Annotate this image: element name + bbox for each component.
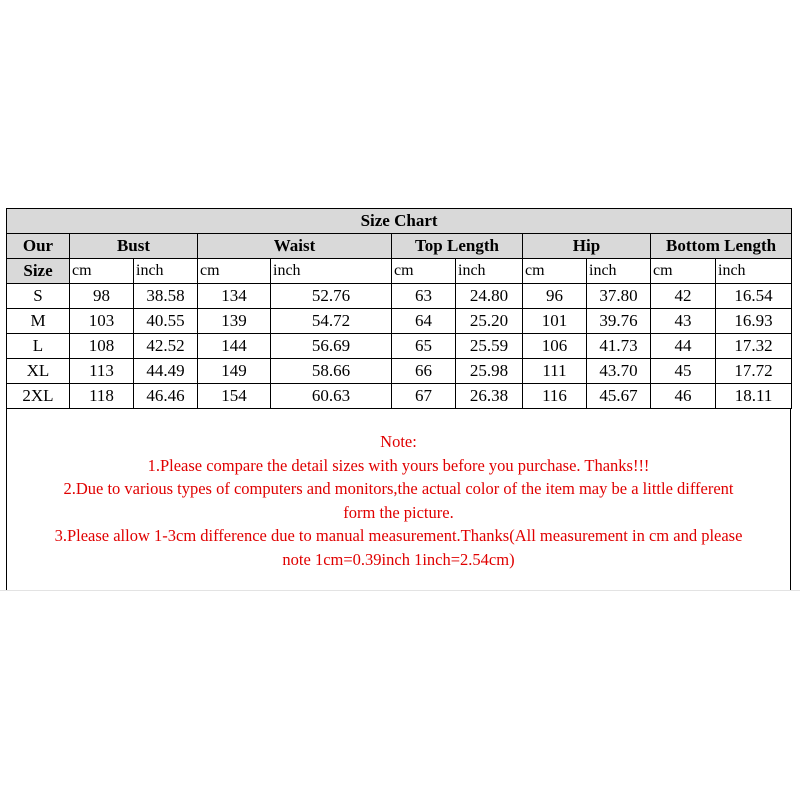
unit-inch: inch xyxy=(587,259,651,284)
group-header-row xyxy=(7,234,792,259)
measurement-cell: 40.55 xyxy=(134,309,198,334)
note-line: 2.Due to various types of computers and monitors,the actual color of the item may be a little different xyxy=(63,479,734,498)
measurement-cell: 45 xyxy=(651,359,716,384)
unit-inch: inch xyxy=(456,259,523,284)
divider xyxy=(0,590,800,591)
size-cell: S xyxy=(7,284,70,309)
measurement-cell: 63 xyxy=(392,284,456,309)
measurement-cell: 44 xyxy=(651,334,716,359)
measurement-cell: 118 xyxy=(70,384,134,409)
table-row xyxy=(7,384,792,409)
measurement-cell: 58.66 xyxy=(271,359,392,384)
measurement-cell: 134 xyxy=(198,284,271,309)
measurement-cell: 64 xyxy=(392,309,456,334)
measurement-cell: 65 xyxy=(392,334,456,359)
measurement-cell: 98 xyxy=(70,284,134,309)
measurement-cell: 54.72 xyxy=(271,309,392,334)
measurement-cell: 144 xyxy=(198,334,271,359)
measurement-cell: 17.72 xyxy=(716,359,792,384)
measurement-cell: 37.80 xyxy=(587,284,651,309)
measurement-cell: 42 xyxy=(651,284,716,309)
measurement-cell: 41.73 xyxy=(587,334,651,359)
measurement-cell: 42.52 xyxy=(134,334,198,359)
measurement-cell: 111 xyxy=(523,359,587,384)
note-heading: Note: xyxy=(380,432,417,451)
measurement-cell: 67 xyxy=(392,384,456,409)
measurement-cell: 24.80 xyxy=(456,284,523,309)
unit-header-row xyxy=(7,259,792,284)
measurement-cell: 39.76 xyxy=(587,309,651,334)
top-length-header: Top Length xyxy=(392,234,523,259)
hip-header: Hip xyxy=(523,234,651,259)
notes-box xyxy=(6,409,791,591)
unit-inch: inch xyxy=(271,259,392,284)
measurement-cell: 43.70 xyxy=(587,359,651,384)
measurement-cell: 60.63 xyxy=(271,384,392,409)
measurement-cell: 56.69 xyxy=(271,334,392,359)
our-header: Our xyxy=(7,234,70,259)
measurement-cell: 25.20 xyxy=(456,309,523,334)
measurement-cell: 16.93 xyxy=(716,309,792,334)
measurement-cell: 46.46 xyxy=(134,384,198,409)
size-cell: XL xyxy=(7,359,70,384)
size-table xyxy=(6,208,792,409)
measurement-cell: 18.11 xyxy=(716,384,792,409)
measurement-cell: 154 xyxy=(198,384,271,409)
table-title: Size Chart xyxy=(7,209,792,234)
measurement-cell: 139 xyxy=(198,309,271,334)
measurement-cell: 52.76 xyxy=(271,284,392,309)
note-line: form the picture. xyxy=(343,502,454,522)
title-row xyxy=(7,209,792,234)
unit-inch: inch xyxy=(134,259,198,284)
size-cell: 2XL xyxy=(7,384,70,409)
measurement-cell: 116 xyxy=(523,384,587,409)
measurement-cell: 44.49 xyxy=(134,359,198,384)
note-line: note 1cm=0.39inch 1inch=2.54cm) xyxy=(282,549,515,569)
measurement-cell: 25.98 xyxy=(456,359,523,384)
unit-cm: cm xyxy=(392,259,456,284)
table-row xyxy=(7,334,792,359)
measurement-cell: 38.58 xyxy=(134,284,198,309)
measurement-cell: 113 xyxy=(70,359,134,384)
measurement-cell: 103 xyxy=(70,309,134,334)
measurement-cell: 26.38 xyxy=(456,384,523,409)
unit-cm: cm xyxy=(523,259,587,284)
measurement-cell: 17.32 xyxy=(716,334,792,359)
unit-cm: cm xyxy=(651,259,716,284)
measurement-cell: 43 xyxy=(651,309,716,334)
table-row xyxy=(7,309,792,334)
table-row xyxy=(7,284,792,309)
unit-inch: inch xyxy=(716,259,792,284)
size-header: Size xyxy=(7,259,70,284)
unit-cm: cm xyxy=(198,259,271,284)
measurement-cell: 106 xyxy=(523,334,587,359)
size-chart xyxy=(6,208,791,591)
measurement-cell: 96 xyxy=(523,284,587,309)
unit-cm: cm xyxy=(70,259,134,284)
note-line: 3.Please allow 1-3cm difference due to manual measurement.Thanks(All measurement in cm and please xyxy=(54,526,743,545)
size-cell: M xyxy=(7,309,70,334)
measurement-cell: 66 xyxy=(392,359,456,384)
size-cell: L xyxy=(7,334,70,359)
measurement-cell: 101 xyxy=(523,309,587,334)
measurement-cell: 108 xyxy=(70,334,134,359)
measurement-cell: 16.54 xyxy=(716,284,792,309)
bottom-length-header: Bottom Length xyxy=(651,234,792,259)
waist-header: Waist xyxy=(198,234,392,259)
measurement-cell: 46 xyxy=(651,384,716,409)
measurement-cell: 25.59 xyxy=(456,334,523,359)
note-line: 1.Please compare the detail sizes with yours before you purchase. Thanks!!! xyxy=(147,455,650,475)
measurement-cell: 149 xyxy=(198,359,271,384)
measurement-cell: 45.67 xyxy=(587,384,651,409)
table-row xyxy=(7,359,792,384)
bust-header: Bust xyxy=(70,234,198,259)
